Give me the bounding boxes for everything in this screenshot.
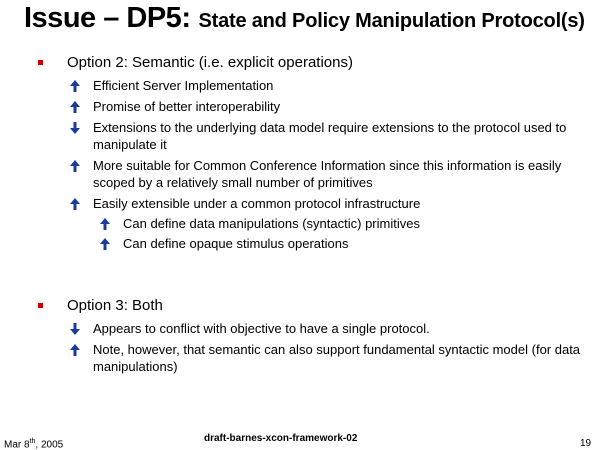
- list-item: [38, 157, 598, 191]
- footer-document-name: draft-barnes-xcon-framework-02: [204, 433, 358, 444]
- up-arrow-icon: [98, 215, 112, 232]
- up-arrow-icon: [68, 157, 82, 174]
- list-item: [38, 98, 598, 115]
- up-arrow-icon: [98, 235, 112, 252]
- up-arrow-icon: [68, 195, 82, 212]
- up-arrow-icon: [68, 341, 82, 358]
- item-text: Extensions to the underlying data model require extensions to the protocol used to manipulate it: [93, 120, 567, 152]
- footer-page-number: 19: [580, 438, 592, 449]
- section-label: Option 2: Semantic (i.e. explicit operations): [67, 54, 353, 71]
- item-text: Promise of better interoperability: [93, 99, 281, 114]
- item-text: More suitable for Common Conference Information since this information is easily scoped by a relatively small number of primitives: [93, 158, 562, 190]
- item-text: Note, however, that semantic can also support fundamental syntactic model (for data manipulations): [93, 342, 581, 374]
- section-option-2: [38, 54, 598, 252]
- title-subtitle: State and Policy Manipulation Protocol(s): [198, 10, 585, 32]
- down-arrow-icon: [68, 119, 82, 136]
- subitem-text: Can define data manipulations (syntactic) primitives: [123, 216, 420, 231]
- section-option-3: [38, 297, 598, 375]
- sub-list-item: [38, 235, 598, 252]
- down-arrow-icon: [68, 320, 82, 337]
- title-main: Issue – DP5:: [24, 2, 191, 34]
- item-text: Easily extensible under a common protocol infrastructure: [93, 196, 421, 211]
- item-text: Appears to conflict with objective to have a single protocol.: [93, 321, 430, 336]
- list-item: [38, 320, 598, 337]
- square-bullet-icon: [38, 60, 43, 65]
- footer-date: Mar 8th, 2005: [4, 438, 64, 450]
- subitem-text: Can define opaque stimulus operations: [123, 236, 349, 251]
- list-item: [38, 341, 598, 375]
- list-item: [38, 119, 598, 153]
- section-label: Option 3: Both: [67, 297, 163, 314]
- list-item: [38, 195, 598, 212]
- list-item: [38, 77, 598, 94]
- up-arrow-icon: [68, 98, 82, 115]
- sub-list-item: [38, 215, 598, 232]
- item-text: Efficient Server Implementation: [93, 78, 274, 93]
- up-arrow-icon: [68, 77, 82, 94]
- slide-title: [24, 2, 585, 35]
- square-bullet-icon: [38, 303, 43, 308]
